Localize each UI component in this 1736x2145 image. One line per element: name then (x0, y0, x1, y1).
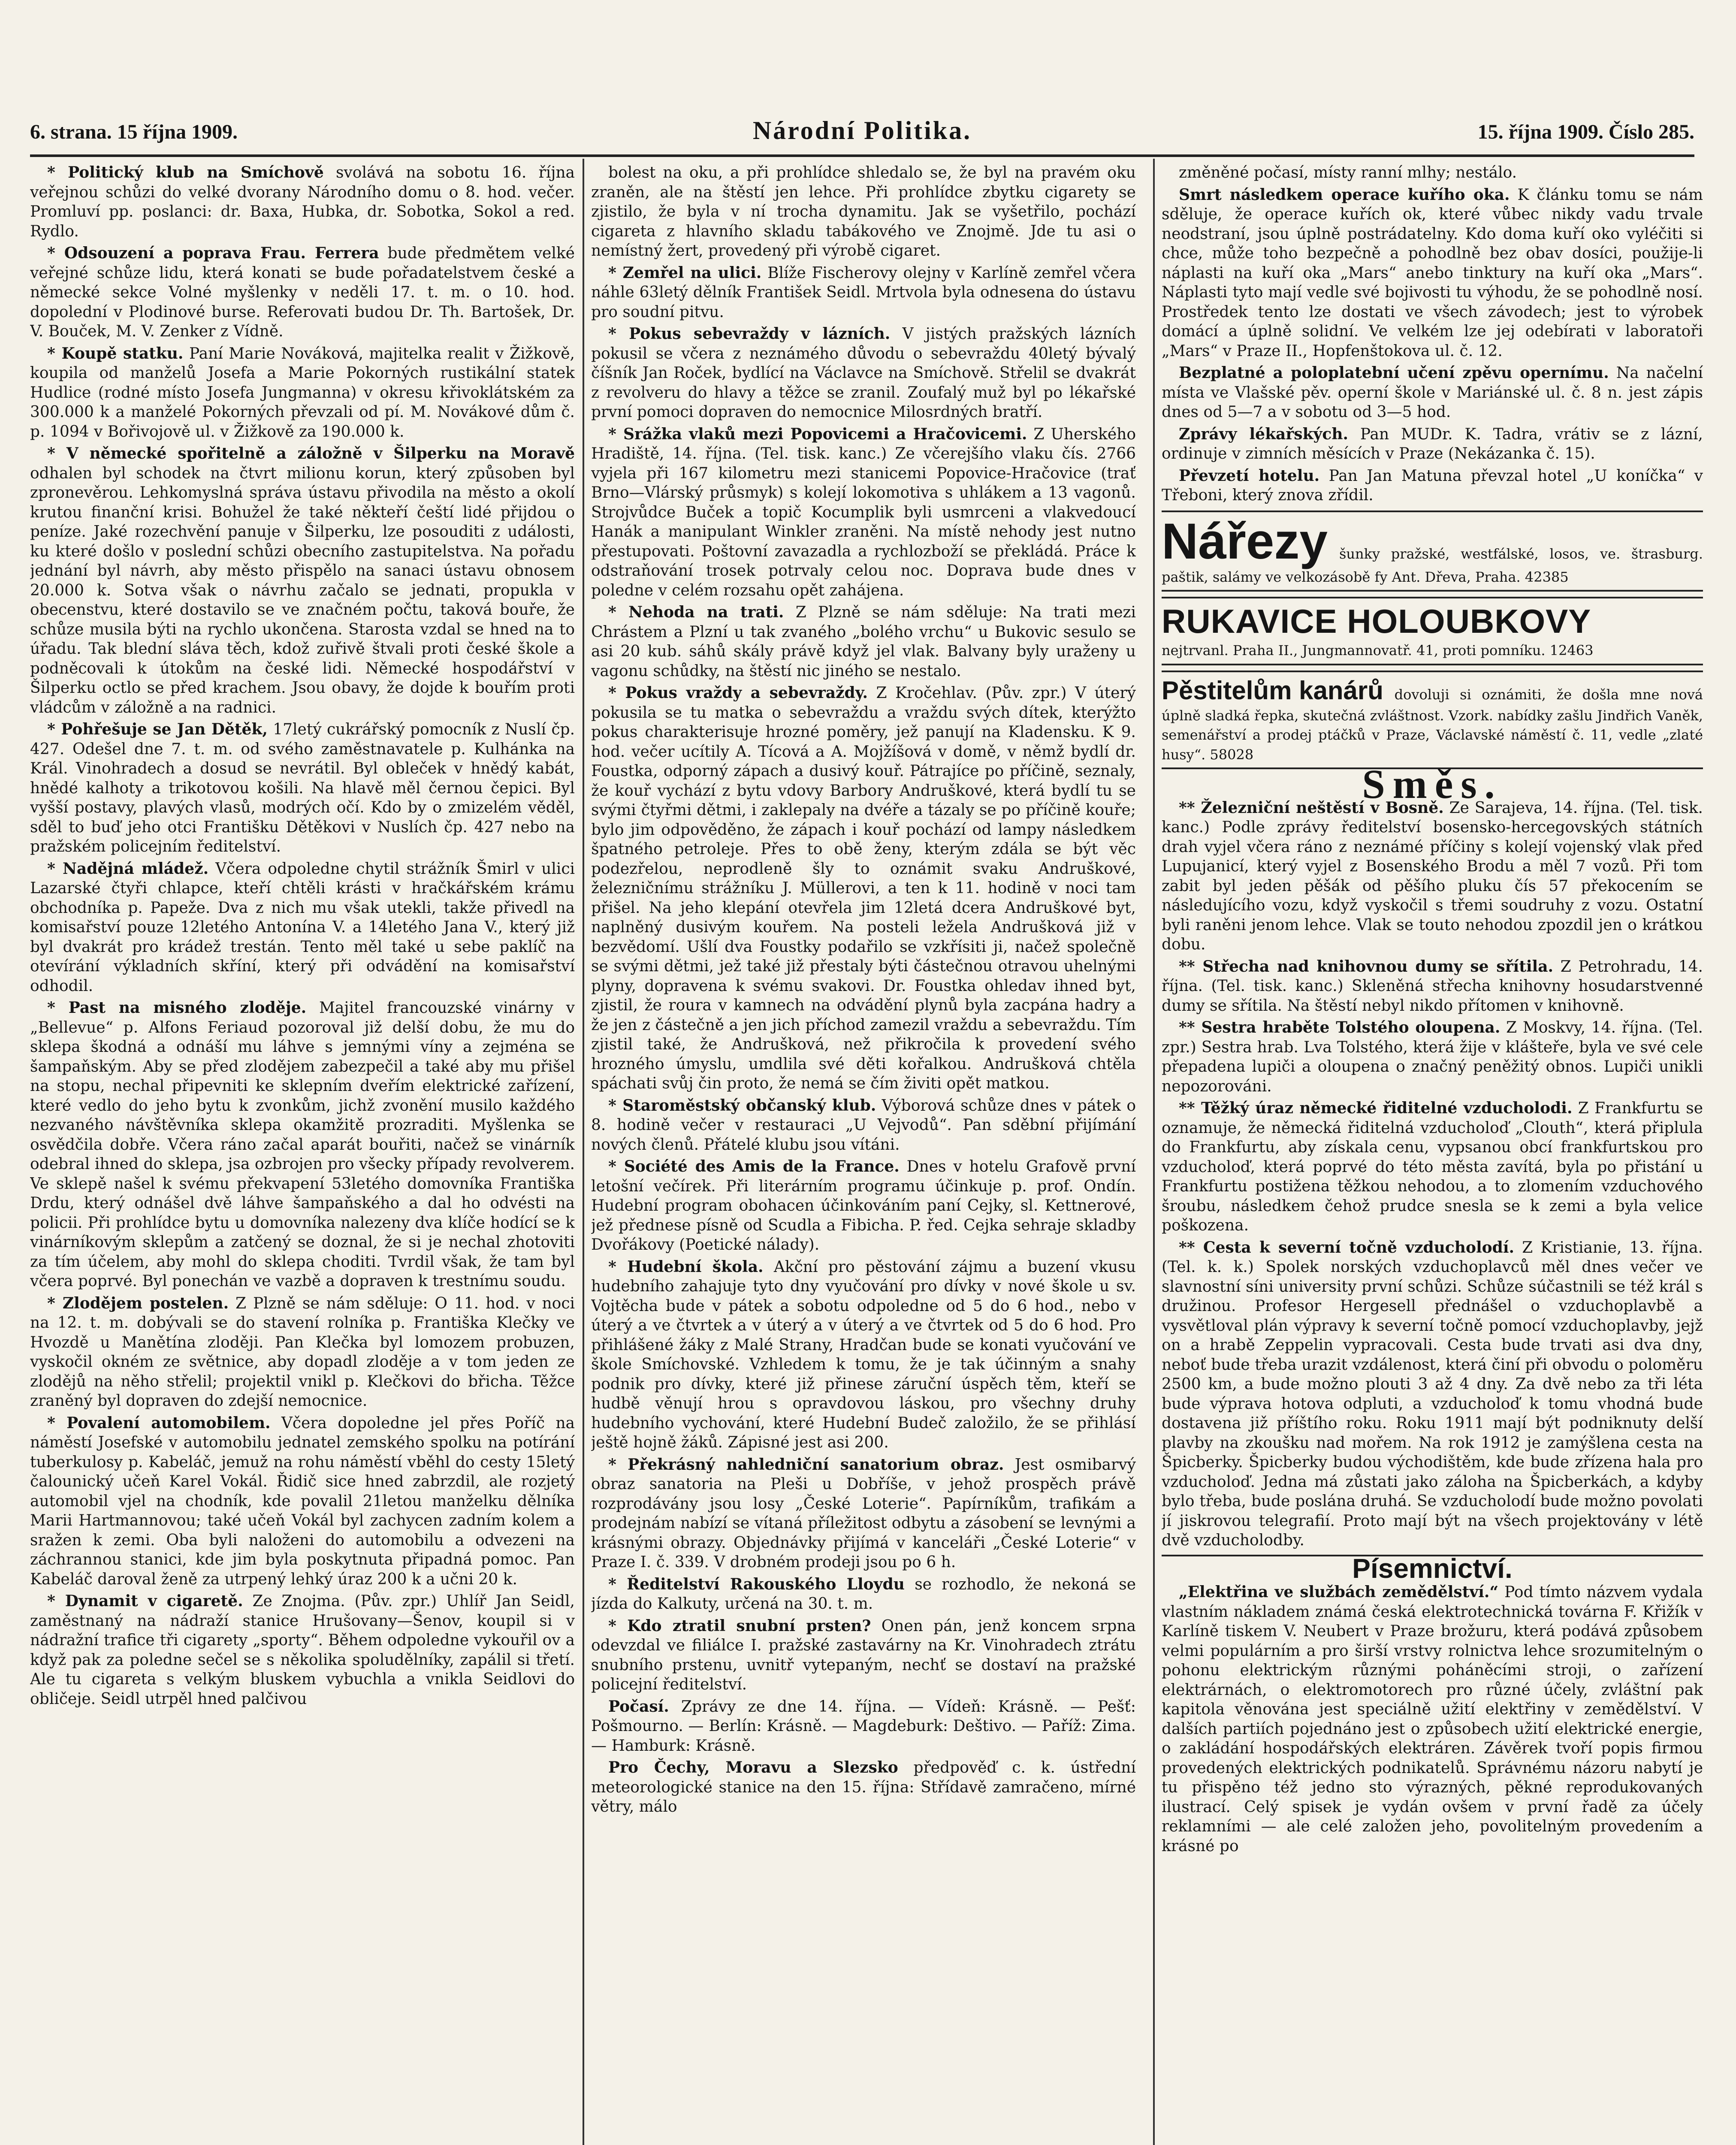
article-text: Z Petrohradu, 14. října. (Tel. tisk. kanc.) Skleněná střecha knihovny hosudarstvenné dumy se sřítila. Na štěstí nebyl nikdo přítomen v knihovně. (1162, 958, 1703, 1015)
article-lead: Počasí. (608, 1697, 669, 1716)
article-paragraph (30, 859, 575, 996)
article-text: Z Plzně se nám sděluje: O 11. hod. v noci na 12. t. m. dobývali se do stavení rolníka p. Františka Klečky ve Hvozdě u Manětína zloději. Pan Klečka byl lomozem probuzen, vyskočil okném ze světnice, aby dopadl zloděje a v tom jeden ze zlodějů na něho střelil; projektil vnikl p. Klečkovi do břicha. Těžce zraněný byl dopraven do zdejší nemocnice. (30, 1294, 575, 1410)
article-text: se rozhodlo, že nekoná se jízda do Kalkuty, určená na 30. t. m. (591, 1575, 1136, 1613)
article-text: V jistých pražských lázních pokusil se včera z neznámého důvodu o sebevraždu 40letý bývalý číšník Jan Roček, bydlící na Václavce na Smíchově. Střelil se dvakrát z revolveru do hlavy a těžce se zranil. Zoufalý muž byl po lékařské první pomoci dopraven do nemocnice Milosrdných bratří. (591, 325, 1136, 421)
article-lead: Smrt následkem operace kuřího oka. (1179, 185, 1510, 204)
article-text: Paní Marie Nováková, majitelka realit v Žižkově, koupila od manželů Josefa a Marie Pokorných rustikální statek Hudlice (rodné místo Josefa Jungmanna) v okresu křivoklátském za 300.000 k a manželé Pokorných převzali od pí. M. Novákové dům č. p. 1094 v Bořivojově ul. v Žižkově za 190.000 k. (30, 344, 575, 441)
article-paragraph (30, 163, 575, 241)
article-paragraph (1162, 1238, 1703, 1550)
article-paragraph (1162, 425, 1703, 464)
article-lead: * Past na misného zloděje. (47, 999, 307, 1017)
column-1 (30, 163, 575, 2145)
section-title-smes: Směs. (1362, 761, 1503, 807)
article-text: Včera dopoledne jel přes Poříč na náměstí Josefské v automobilu jednatel zemského spolku na potírání tuberkulosy p. Kabeláč, jemuž na rohu náměstí vběhl do cesty 15letý čalounický učeň Karel Vokál. Řidič sice hned zabrzdil, ale rozjetý automobil vjel na chodník, kde povalil 21letou manželku dělníka Marii Hartmannovou; také učeň Vokál byl zachycen zadním kolem a sražen k zemi. Oba byli naloženi do automobilu a odvezeni na záchrannou stanici, kde jim byla poskytnuta připadná pomoc. Pan Kabeláč daroval ženě za utrpený lehký úraz 200 k a učni 20 k. (30, 1414, 575, 1588)
article-lead: * Povalení automobilem. (47, 1414, 271, 1432)
article-text: Zprávy ze dne 14. října. — Vídeň: Krásně. — Pešť: Pošmourno. — Berlín: Krásně. — Magdeburk: Deštivo. — Paříž: Zima. — Hamburk: Krásně. (591, 1698, 1136, 1755)
article-text: Z Frankfurtu se oznamuje, že německá řiditelná vzducholoď „Clouth“, která připlula do Frankfurtu, aby získala cenu, vypsanou obcí frankfurtskou pro vzducholoď, která poprvé do této města zavítá, byla po přistání u Frankfurtu postižena těžkou nehodou, a to zlomením vzduchového šroubu, následkem čehož prudce snesla se k zemi a byla velice poškozena. (1162, 1100, 1703, 1234)
article-lead: * Politický klub na Smíchově (47, 163, 324, 181)
article-lead: „Elektřina ve službách zemědělství.“ (1179, 1583, 1499, 1601)
section-title-pisemnictvi: Písemnictví. (1162, 1555, 1703, 1579)
article-text: svolává na sobotu 16. října veřejnou schůzi do velké dvorany Národního domu o 8. hod. večer. Promluví pp. poslanci: dr. Baxa, Hubka, dr. Sobotka, Sokol a red. Rydlo. (30, 164, 575, 240)
article-paragraph (591, 263, 1136, 322)
article-text: změněné počasí, místy ranní mlhy; nestálo. (1179, 164, 1517, 181)
article-text: odhalen byl schodek na čtvrt milionu korun, který způsoben byl zpronevěrou. Lehkomyslná správa ústavu přivodila na město a okolí krutou finanční krisi. Bohužel že také někteří čeští lidé přijdou o peníze. Jaké rozechvění panuje v Šilperku, lze posouditi z události, ku které došlo v poslední schůzi obecního zastupitelstva. Na pořadu jednání byl návrh, aby město přispělo na sanaci ústavu obnosem 20.000 k. Sotva však o návrhu začalo se jednati, propukla v obecenstvu, které dostavilo se ve značném počtu, taková bouře, že schůze musila býti na rychlo ukončena. Starosta vzdal se hned na to úřadu. Tak blední sláva těch, kdož zuřivě štvali proti české škole a podněcovali k útokům na české lidi. Německé hospodářství v Šilperku octlo se před krachem. Jsou obavy, že dojde k bouřím proti vládcům v záložně a na radnici. (30, 464, 575, 716)
article-text: 17letý cukrářský pomocník z Nuslí čp. 427. Odešel dne 7. t. m. od svého zaměstnavatele p. Kulhánka na Král. Vinohradech a dosud se nevrátil. Byl obleček v hnědý kabát, hnědé kalhoty a trikotovou košili. Na hlavě měl černou čepici. Byl vyšší postavy, plavých vlasů, modrých očí. Kdo by o zmizelém věděl, sděl to buď jeho otci Františku Dětěkovi v Nuslích čp. 427 nebo na pražském policejním ředitelství. (30, 721, 575, 855)
ad-text: dovoluji si oznámiti, že došla mne nová úplně sladká řepka, skutečná zvláštnost. Vzork. nabídky zašlu Jindřich Vaněk, semenářství a prodej ptáčků v Praze, Václavské náměstí č. 11, vedle „zlaté husy“. 58028 (1162, 686, 1703, 763)
column-rule (583, 159, 584, 2145)
article-text: Onen pán, jenž koncem srpna odevzdal ve filiálce I. pražské zastavárny na Kr. Vinohradech ztrátu snubního prstenu, uvnitř vytepaným, nechť se dostaví na pražské policejní ředitelství. (591, 1617, 1136, 1693)
article-paragraph (591, 163, 1136, 261)
article-paragraph (591, 683, 1136, 1094)
article-lead: Bezplatné a poloplatební učení zpěvu opernímu. (1179, 364, 1609, 382)
article-lead: * Nadějná mládež. (47, 859, 209, 878)
article-paragraph (591, 1758, 1136, 1817)
article-text: Včera odpoledne chytil strážník Šmirl v ulici Lazarské čtyři chlapce, kteří chtěli krásti v hračkářském krámu obchodníka p. Papeže. Dva z nich mu však utekli, takže přivedl na komisařství pouze 12letého Antonína V. a 14letého Jana V., který již byl dvakrát pro krádež trestán. Tento měl také u sebe paklíč na otevírání výkladních skříní, který při odvádění na komisařství odhodil. (30, 860, 575, 995)
article-text: Pan MUDr. K. Tadra, vrátiv se z lázní, ordinuje v zimních měsících v Praze (Nekázanka č. 15). (1162, 425, 1703, 462)
article-lead: * Société des Amis de la France. (608, 1157, 900, 1175)
ad-text: nejtrvanl. Praha II., Jungmannovatř. 41, proti pomníku. 12463 (1162, 642, 1594, 659)
section-smes (1162, 798, 1703, 1550)
article-text: Z Plzně se nám sděluje: Na trati mezi Chrástem a Plzní u tak zvaného „bolého vrchu“ u Bukovic sesulo se asi 20 kub. sáhů skály právě když jel vlak. Balvany byly uraženy u vagonu schůdky, na štěstí nic jiného se nestalo. (591, 604, 1136, 680)
article-paragraph (591, 603, 1136, 681)
advertisement-narezy (1162, 511, 1703, 592)
article-paragraph (591, 1096, 1136, 1155)
ad-text: šunky pražské, westfálské, losos, ve. štrasburg. paštik, salámy ve velkozásobě fy Ant. Dřeva, Praha. 42385 (1162, 545, 1703, 585)
article-lead: * Ředitelství Rakouského Lloydu (608, 1575, 905, 1593)
article-lead: * V německé spořitelně a záložně v Šilperku na Moravě (47, 444, 575, 462)
section-pisemnictvi (1162, 1583, 1703, 1856)
article-paragraph (1162, 957, 1703, 1016)
article-text: Jest osmibarvý obraz sanatoria na Pleši u Dobříše, v jehož prospěch právě rozprodávány jsou losy „České Loterie“. Papírníkům, trafikám a prodejnám nabízí se vítaná příležitost odbytu a zásobení se levnými a krásnými obrazy. Objednávky přijímá v kanceláři „České Loterie“ v Praze I. č. 339. V drobném prodeji jsou po 6 h. (591, 1456, 1136, 1571)
article-lead: ** Sestra hraběte Tolstého oloupena. (1179, 1018, 1501, 1036)
column-3-news (1162, 163, 1703, 505)
article-text: Majitel francouzské vinárny v „Bellevue“ p. Alfons Feriaud pozoroval již delší dobu, že mu do sklepa škodná a odnáší mu láhve s jemnými víny a zejména se šampaňským. Aby se před zlodějem zabezpečil a také aby mu přišel na stopu, nechal připevniti ke sklepním dveřím elektrické zařízení, které vedlo do jeho bytu k zvonkům, jichž zvonění musilo každého nezvaného návštěvníka sklepa okamžitě prozraditi. Myšlenka se osvědčila dobře. Včera ráno začal aparát bouřiti, načež se vinárník odebral ihned do sklepa, jsa ozbrojen pro všecky případy revolverem. Ve sklepě našel k svému překvapení 53letého domovníka Františka Drdu, který odnášel dvě láhve šampaňského a dal ho odvésti na policii. Při prohlídce bytu u domovníka nalezeny dva klíče hodící se k vinárníkovým sklepům a zatčený se doznal, že si je nechal zhotoviti za tím účelem, aby mohl do sklepa choditi. Tvrdil však, že tam byl včera poprvé. Byl ponechán ve vazbě a dopraven k trestnímu soudu. (30, 999, 575, 1290)
article-text: Z Kročehlav. (Pův. zpr.) V úterý pokusila se tu matka o sebevraždu a vraždu svých dítek, kterýžto pokus charakterisuje hrozné poměry, jež panují na Kladensku. K 9. hod. večer ucítily A. Tícová a A. Mojžíšová v domě, v němž bydlí dr. Foustka, odporný zápach a dusivý kouř. Pátrajíce po příčině, seznaly, že kouř vychází z bytu vdovy Barbory Andruškové, která bydlí tu se svými čtyřmi dětmi, i zaklepaly na dvéře a tázaly se po příčině kouře; bylo jim odpověděno, že zápach i kouř pochází od lampy následkem špatného petroleje. Přes to obě ženy, kterým zdála se být věc podezřelou, neprodleně šly to oznámit svaku Andruškové, železničnímu strážníku J. Müllerovi, a ten k 11. hodině v noci tam přišel. Na jeho klepání otevřela jim 12letá dcera Andruškové byt, naplněný dusivým kouřem. Na posteli ležela Andrušková již v bezvědomí. Ušlí dva Foustky podařilo se vzkřísiti ji, načež společně se svými dětmi, jež také již přestaly býti částečnou otravou uhelnými plyny, dopravena k svému svakovi. Dr. Foustka ohledav ihned byt, zjistil, že roura v kamnech na odvádění plynů byla zacpána hadry a že jen z částečně a jen jich příchod zamezil vraždu a sebevraždu. Tím zjistil také, že Andrušková, než přikročila k provedení svého hrozného úmyslu, umdlila své děti kořalkou. Andrušková chtěla spáchati svůj čin proto, že nemá se čím živiti opět matkou. (591, 684, 1136, 1092)
article-paragraph (1162, 163, 1703, 183)
article-text: Dnes v hotelu Grafově první letošní večírek. Při literárním programu účinkuje p. prof. Ondín. Hudební program obohacen účinkováním paní Cejky, sl. Kettnerové, jež přednese písně od Scudla a Fibicha. P. řed. Cejka sehraje skladby Dvořákovy (Poetické nálady). (591, 1158, 1136, 1254)
advertisement-rukavice (1162, 597, 1703, 665)
article-lead: Pro Čechy, Moravu a Slezsko (608, 1758, 898, 1776)
article-lead: * Překrásný nahledniční sanatorium obraz. (608, 1455, 1004, 1474)
article-lead: * Hudební škola. (608, 1257, 764, 1276)
article-paragraph (1162, 363, 1703, 422)
article-paragraph (30, 720, 575, 857)
article-paragraph (591, 1455, 1136, 1572)
article-text: Na načelní místa ve Vlašské pěv. operní škole v Mariánské ul. č. 8 n. jest zápis dnes od 5—7 a v sobotu od 3—5 hod. (1162, 364, 1703, 421)
article-paragraph (1162, 185, 1703, 361)
article-paragraph (1162, 1099, 1703, 1236)
article-lead: * Dynamit v cigaretě. (47, 1592, 243, 1610)
article-lead: ** Těžký úraz německé řiditelné vzducholodi. (1179, 1099, 1573, 1117)
article-paragraph (591, 1616, 1136, 1695)
article-lead: * Nehoda na trati. (608, 603, 784, 621)
header-right: 15. října 1909. Číslo 285. (1477, 121, 1694, 143)
article-paragraph (591, 425, 1136, 601)
article-paragraph (30, 1294, 575, 1411)
article-text: K článku tomu se nám sděluje, že operace kuřích ok, které vůbec nikdy vadu trvale neodstraní, jsou úplně postrádatelny. Kdo doma kuří oko vyléčiti si chce, může toho bezpečně a pohodlně bez obav dosíci, použije-li náplasti na kuří oka „Mars“ anebo tinktury na kuří oka „Mars“. Náplasti tyto mají vedle své bojivosti tu výhodu, že se pohodlně nosí. Prostředek tento lze dostati ve všech závodech; jest to výrobek domácí a úplně solidní. Ve velkém lze jej odebírati v laboratoři „Mars“ v Praze II., Hopfenštokova ul. č. 12. (1162, 186, 1703, 360)
article-paragraph (1162, 1583, 1703, 1856)
article-paragraph (30, 244, 575, 341)
article-paragraph (591, 1257, 1136, 1453)
ad-headline: Nářezy (1162, 513, 1328, 570)
article-text: bolest na oku, a při prohlídce shledalo se, že byl na pravém oku zraněn, ale na štěstí jen lehce. Při prohlídce zbytku cigarety se zjistilo, že byla v ní trocha dynamitu. Jak se vyšetřilo, pochází cigareta z hlavního skladu tabákového ve Znojmě. Jde tu asi o nemístný žert, provedený při výrobě cigaret. (591, 164, 1136, 260)
article-text: Ze Znojma. (Pův. zpr.) Uhlíř Jan Seidl, zaměstnaný na nádraží stanice Hrušovany—Šenov, koupil si v nádražní trafice tři cigarety „sporty“. Během odpoledne vykouřil ov a když pak za poledne sečel se s několika spoludělníky, zapálil si třetí. Ale tu cigareta s velkým bluskem vybuchla a vnikla Seidlovi do obličeje. Seidl utrpěl hned palčivou (30, 1592, 575, 1708)
article-lead: * Zemřel na ulici. (608, 263, 762, 282)
article-lead: * Staroměstský občanský klub. (608, 1096, 876, 1115)
article-text: Z Kristianie, 13. října. (Tel. k. k.) Spolek norských vzduchoplavců měl dnes večer ve slavnostní síni university první schůzi. Schůze súčastnili se též král s družinou. Profesor Hergesell přednášel o vzduchoplavbě a vysvětloval plán výpravy k severní točně pomocí vzduchoplavby, jejž on a hrabě Zeppelin vypracovali. Cesta bude trvati asi dva dny, neboť bude třeba urazit vzdálenost, která činí při obvodu o poloměru 2500 km, a bude možno plouti 3 až 4 dny. Za dvě nebo za tři léta bude výprava hotova odpluti, a vzducholoď k tomu vhodná bude dostavena již příštího roku. Roku 1911 mají být podniknuty delší plavby na zkoušku nad mořem. Na rok 1912 je zamýšlena cesta na Špicberky. Špicberky budou východištěm, kde bude zřízena hala pro vzducholoď. Jedna má zůstati jako záloha na Špicberkách, a kdyby bylo třeba, bude poslána druhá. Se vzducholodí bude možno povolati jí jiskrovou telegrafií. Proto mají být na všech projektovány v létě dvě vzducholodby. (1162, 1239, 1703, 1549)
article-lead: ** Střecha nad knihovnou dumy se sřítila. (1179, 957, 1554, 976)
article-lead: ** Železniční neštěstí v Bosně. (1179, 798, 1444, 817)
article-paragraph (30, 344, 575, 442)
article-text: Pod tímto názvem vydala vlastním nákladem známá česká elektrotechnická továrna F. Křižík v Karlíně tiskem V. Neubert v Praze brožuru, která podává způsobem velmi populárním a pro širší vrstvy rolnictva lehce srozumitelným o pohonu elektrickým různými poháněcími stroji, o zařízení elektrárnách, o elektromotorech pro různé účely, zvláštní pak kapitola věnována jest speciálně užití elektřiny v zemědělství. V dalších partiích pojednáno jest o způsobech užití elektrické energie, o zakládání hospodářských elektráren. Závěrek tvoří popis firmou provedených elektrických podnikatelů. Správnému názoru nabytí je tu přispěno též jedno sto výrazných, pěkné reprodukovaných ilustrací. Celý spisek je vydán ovšem v první řadě za účely reklamními — ale celé založen jeho, povolitelným provedením a krásné po (1162, 1583, 1703, 1855)
article-text: Pan Jan Matuna převzal hotel „U koníčka“ v Třeboni, který znova zřídil. (1162, 467, 1703, 504)
article-paragraph (591, 324, 1136, 422)
article-paragraph (1162, 466, 1703, 505)
article-text: Z Moskvy, 14. října. (Tel. zpr.) Sestra hrab. Lva Tolstého, která žije v klášteře, byla ve své cele přepadena lupiči a oloupena o značný peněžitý obnos. Lupiči unikli nepozorováni. (1162, 1019, 1703, 1095)
article-lead: * Odsouzení a poprava Frau. Ferrera (47, 244, 379, 262)
page-header (30, 107, 1694, 157)
article-text: Akční pro pěstování zájmu a buzení vkusu hudebního zahajuje tyto dny vyučování pro dívky v nové škole u sv. Vojtěcha bude v pátek a sobotu odpoledne od 5 do 6 hod., nebo v úterý a ve čtvrtek a v úterý a v úterý a ve čtvrtek od 5 do 6 hod. Pro přihlášené žáky z Malé Strany, Hradčan bude se konati vyučování ve škole Smíchovské. Vzhledem k tomu, že je tak účinným a snahy podnik pro dívky, které již přinese záruční úspěch těm, kteří se hudbě věnují hrou s opravdovou láskou, pro všechny druhy hudebního vychování, které Hudební Budeč založilo, že se přihlásí ještě hojně žáků. Zápisné jest asi 200. (591, 1258, 1136, 1451)
column-rule (1153, 159, 1155, 2145)
column-2 (591, 163, 1136, 2145)
article-paragraph (30, 1592, 575, 1709)
article-lead: * Srážka vlaků mezi Popovicemi a Hračovicemi. (608, 425, 1027, 443)
ad-headline: Pěstitelům kanárů (1162, 676, 1383, 705)
article-text: Z Uherského Hradiště, 14. října. (Tel. tisk. kanc.) Ze včerejšího vlaku čís. 2766 vyjela při 167 kilometru mezi stanicemi Popovice-Hračovice (trať Brno—Vlárský průsmyk) s kolejí lokomotiva s uhlákem a 13 vagonů. Strojvůdce Buček a topič Kocumplik byli usmrceni a vlakvedoucí Hanák a manipulant Winkler zraněni. Na místě nehody jest nutno přestupovati. Poštovní zavazadla a rychlozboží se překládá. Práce k odstraňování trosek potrvaly celou noc. Doprava bude dnes v poledne v celém rozsahu opět zahájena. (591, 425, 1136, 599)
article-paragraph (1162, 798, 1703, 955)
article-text: Blíže Fischerovy olejny v Karlíně zemřel včera náhle 63letý dělník František Seidl. Mrtvola byla odnesena do ústavu pro soudní pitvu. (591, 264, 1136, 321)
column-3 (1162, 163, 1703, 2145)
ad-headline: RUKAVICE HOLOUBKOVY (1162, 602, 1591, 640)
article-lead: * Pokus vraždy a sebevraždy. (608, 684, 868, 702)
article-lead: Zprávy lékařských. (1179, 425, 1349, 443)
article-paragraph (591, 1157, 1136, 1255)
article-paragraph (30, 1414, 575, 1589)
article-text: Výborová schůze dnes v pátek o 8. hodině večer v restauraci „U Vejvodů“. Pan sděbní přijímání nových členů. Přátelé klubu jsou vítáni. (591, 1097, 1136, 1154)
masthead: Národní Politika. (752, 116, 972, 145)
article-lead: ** Cesta k severní točně vzducholodí. (1179, 1238, 1515, 1257)
article-paragraph (30, 444, 575, 717)
article-paragraph (591, 1697, 1136, 1756)
article-paragraph (30, 998, 575, 1291)
article-paragraph (1162, 1018, 1703, 1096)
article-lead: Převzetí hotelu. (1179, 466, 1320, 485)
article-paragraph (591, 1575, 1136, 1614)
article-lead: * Koupě statku. (47, 344, 184, 363)
header-left: 6. strana. 15 října 1909. (30, 121, 238, 143)
article-text: předpověď c. k. ústřední meteorologické stanice na den 15. října: Střídavě zamračeno, mírné větry, málo (591, 1759, 1136, 1816)
article-lead: * Kdo ztratil snubní prsten? (608, 1616, 871, 1635)
advertisement-kanari (1162, 671, 1703, 770)
article-text: Ze Sarajeva, 14. října. (Tel. tisk. kanc.) Podle zprávy ředitelství bosensko-hercegovských státních drah vyjel včera ráno z neznámé příčiny s kolejí vojenský vlak před Lupujanicí, který vyjel z Bosenského Brodu a měl 7 vozů. Při tom zabit byl jeden pěšák od pěšího pluku čís 57 překocením se následujícího vozu, když vyskočil s třemi soudruhy z vozu. Ostatní byli raněni jenom lehce. Vlak se touto nehodou zpozdil jen o krátkou dobu. (1162, 799, 1703, 953)
article-lead: * Pohřešuje se Jan Dětěk, (47, 720, 268, 738)
article-text: bude předmětem velké veřejné schůze lidu, která konati se bude pořadatelstvem české a německé sekce Volné myšlenky v neděli 17. t. m. o 10. hod. dopolední v Plodinové burse. Referovati budou Dr. Th. Bartošek, Dr. V. Bouček, M. V. Zenker z Vídně. (30, 245, 575, 340)
article-lead: * Pokus sebevraždy v lázních. (608, 325, 891, 343)
article-lead: * Zlodějem postelen. (47, 1294, 229, 1312)
